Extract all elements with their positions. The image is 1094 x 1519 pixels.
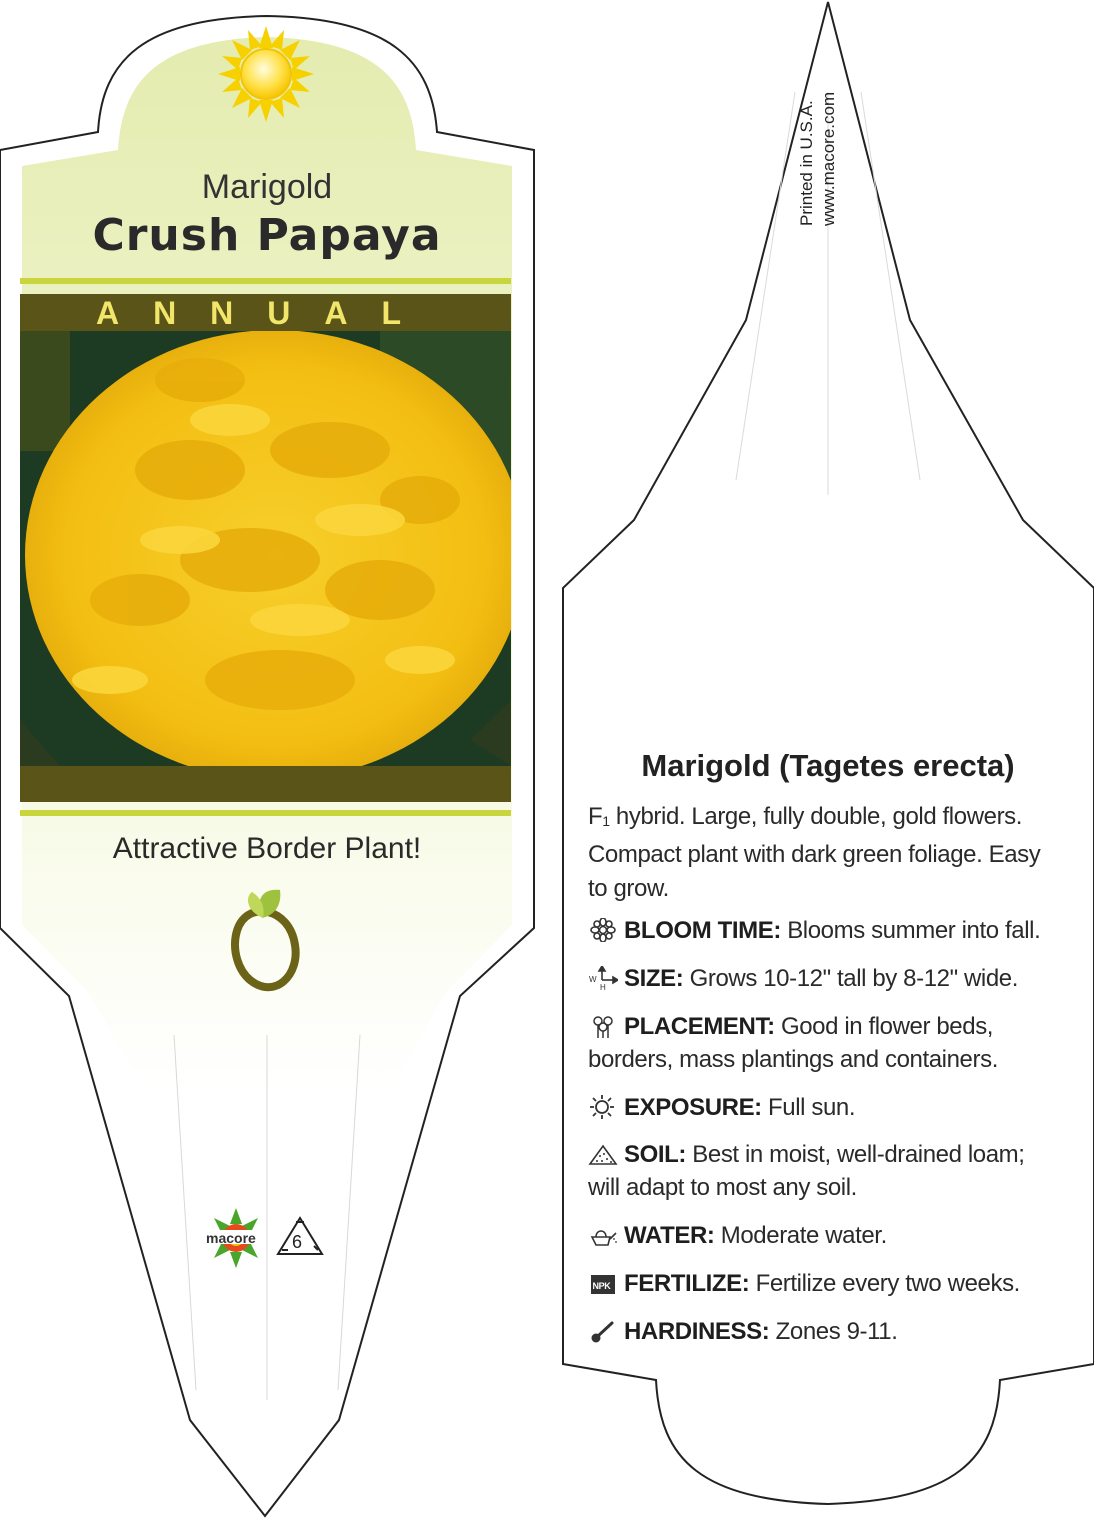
svg-text:W: W (589, 975, 597, 984)
soil-icon (588, 1142, 618, 1166)
printed-in: Printed in U.S.A. (797, 100, 816, 226)
bloom-time-row: BLOOM TIME: Blooms summer into fall. (588, 914, 1058, 947)
flower-icon (588, 918, 618, 942)
variety-name: Crush Papaya (92, 210, 442, 261)
size-row: W H SIZE: Grows 10-12" tall by 8-12" wide. (589, 965, 1019, 992)
brand-name: macore (206, 1230, 256, 1246)
watering-can-icon (588, 1223, 618, 1247)
soil-row: SOIL: Best in moist, well-drained loam; will adapt to most any soil. (588, 1141, 1025, 1201)
fertilize-row: NPK FERTILIZE: Fertilize every two weeks. (588, 1267, 1058, 1300)
website: www.macore.com (819, 91, 838, 226)
sun-logo-icon (218, 26, 314, 122)
size-arrows-icon (588, 966, 618, 990)
water-row: WATER: Moderate water. (588, 1219, 1058, 1252)
exposure-row: EXPOSURE: Full sun. (588, 1091, 1058, 1124)
print-info (796, 92, 840, 226)
category-label: ANNUAL (95, 295, 436, 331)
plants-icon (588, 1014, 618, 1038)
plant-description: F1 hybrid. Large, fully double, gold flowers. Compact plant with dark green foliage. Easy to grow. (588, 803, 1041, 902)
recycle-code: 6 (292, 1232, 303, 1252)
thermometer-icon (588, 1319, 618, 1343)
tagline: Attractive Border Plant! (112, 832, 422, 865)
sun-icon (588, 1095, 618, 1119)
botanical-title: Marigold (Tagetes erecta) (641, 748, 1015, 783)
npk-icon (588, 1271, 618, 1295)
hardiness-row: HARDINESS: Zones 9-11. (588, 1315, 1058, 1348)
placement-row: PLACEMENT: Good in flower beds, borders, mass plantings and containers. (588, 1013, 998, 1073)
svg-text:NPK: NPK (592, 1281, 611, 1291)
svg-text:H: H (600, 983, 606, 990)
flower-photo (20, 330, 525, 780)
common-name: Marigold (201, 168, 333, 206)
